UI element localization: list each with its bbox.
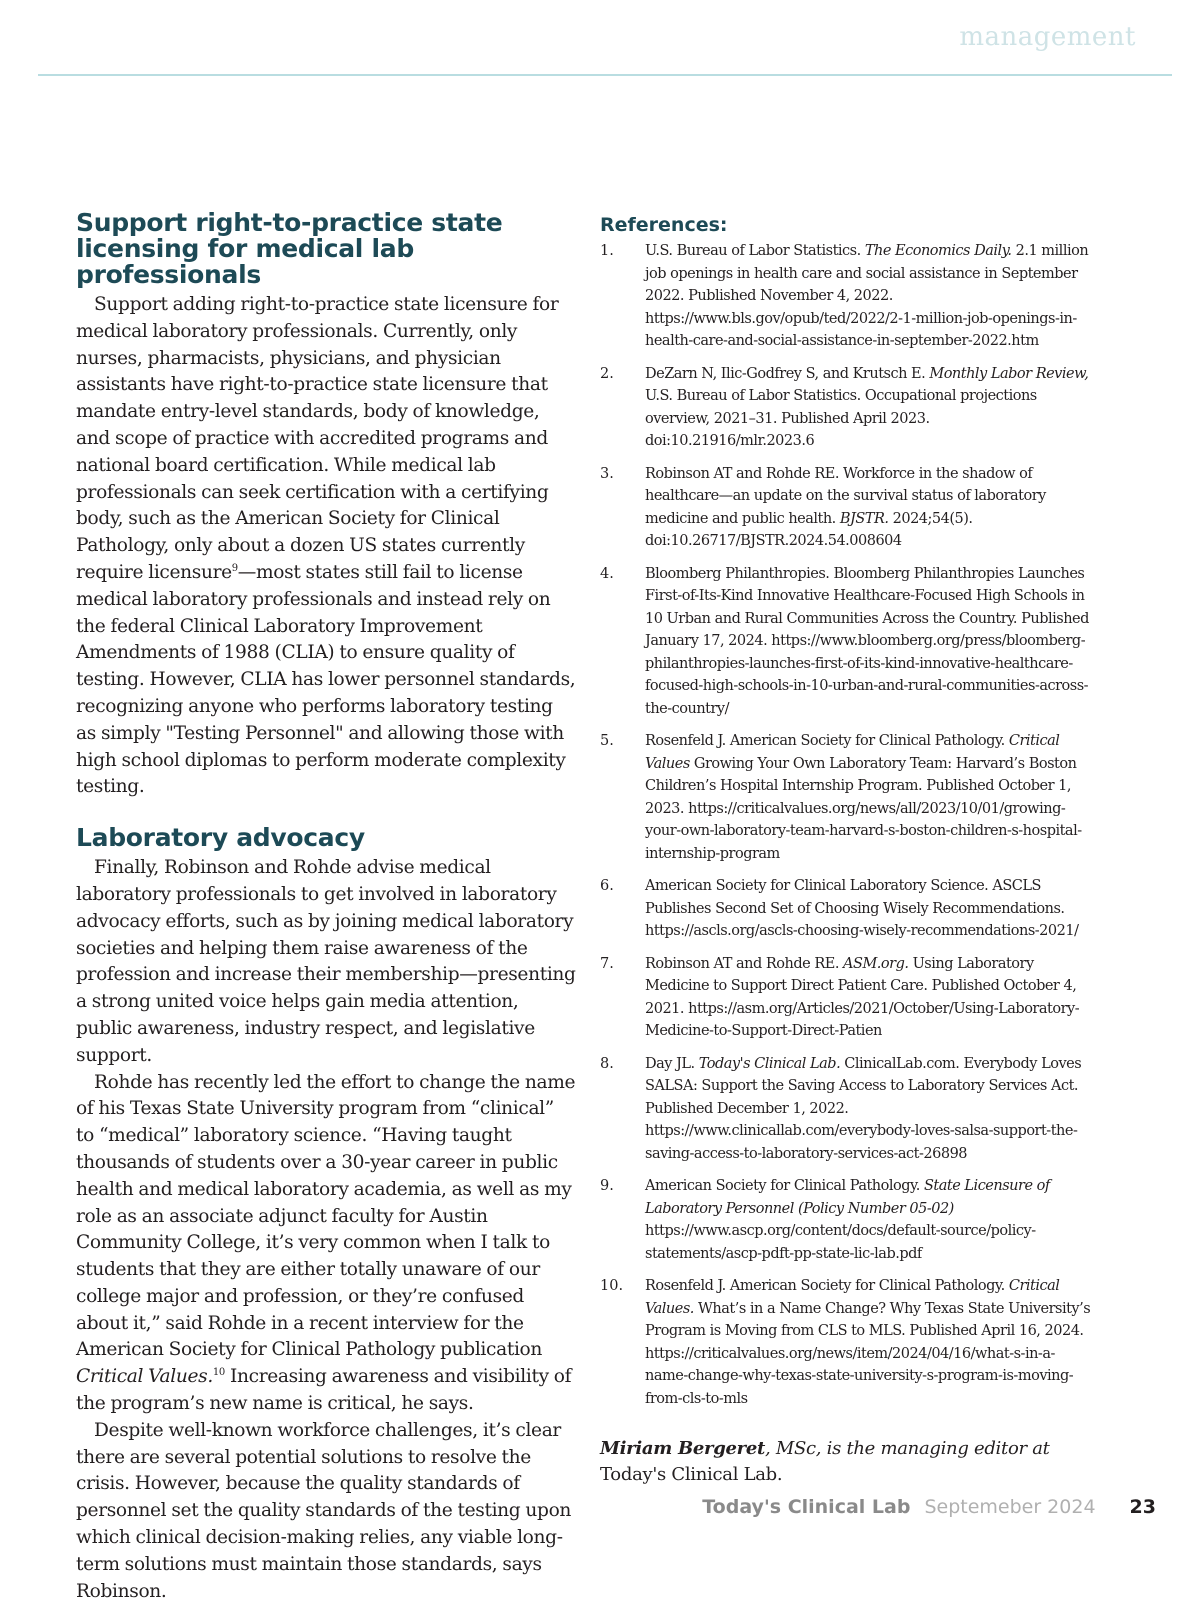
reference-text [645,1053,1096,1166]
reference-number: 2. [600,365,614,382]
paragraph-rohde-part2: Increasing awareness and visibility of the program’s new name is critical, he says. [76,1366,572,1415]
heading-right-to-practice: Support right-to-practice state licensing for medical lab professionals [76,208,503,289]
reference-item [600,1175,1096,1265]
references-title: References: [600,214,728,236]
reference-item [600,463,1096,553]
reference-text-rest: What’s in a Name Change? Why Texas State University’s Program is Moving from CLS to MLS. Published April 16, 2024. https://criticalvalues.org/news/item/2024/04/16/what-s-in-a-name-change-why-texas-state-university-s-program-is-moving-from-cls-to-mls [645,1300,1091,1407]
reference-number: 10. [600,1278,624,1294]
citation-10: 10 [212,1367,225,1379]
reference-text-rest: 2.1 million job openings in health care and social assistance in September 2022. Published November 4, 2022. https://www.bls.gov/opub/ted/2022/2-1-million-job-openings-in-health-care-and-social-assistance-in-september-2022.htm [645,243,1089,349]
author-bio [600,1436,1096,1488]
author-publication: Today's Clinical Lab. [600,1464,783,1485]
reference-source-italic: Today's Clinical Lab. [698,1055,841,1072]
reference-number: 8. [600,1055,614,1072]
reference-source-italic: Critical Values. [645,1278,1060,1317]
reference-source-italic: Monthly Labor Review, [929,365,1089,382]
reference-number: 1. [600,243,614,259]
author-name: Miriam Bergeret [600,1438,765,1459]
reference-number: 3. [600,465,614,482]
reference-text-rest: Growing Your Own Laboratory Team: Harvard’s Boston Children’s Hospital Internship Program. Published October 1, 2023. https://criticalvalues.org/news/all/2023/10/01/growing-your-own-laboratory-team-harvard-s-boston-children-s-hospital-internship-program [645,755,1082,862]
reference-text [645,1175,1096,1265]
reference-text [645,240,1096,353]
reference-item [600,1053,1096,1166]
reference-text-main: Bloomberg Philanthropies. Bloomberg Philanthropies Launches First-of-Its-Kind Innovative Healthcare-Focused High Schools in 10 Urban and Rural Communities Across the Country. Published January 17, 2024. https://www.bloomberg.org/press/bloomberg-philanthropies-launches-first-of-its-kind-innovative-healthcare-focused-high-schools-in-10-urban-and-rural-communities-across-the-country/ [645,565,1089,717]
reference-item [600,563,1096,721]
reference-text-main: Rosenfeld J. American Society for Clinical Pathology. [645,733,1009,749]
reference-text-main: Robinson AT and Rohde RE. Workforce in the shadow of healthcare—an update on the survival status of laboratory medicine and public health. [645,465,1046,527]
header-rule [38,74,1172,76]
reference-text-main: Day JL. [645,1055,699,1072]
reference-source-italic: Critical Values [645,733,1060,772]
reference-source-italic: State Licensure of Laboratory Personnel (Policy Number 05-02) [645,1178,1050,1217]
reference-source-italic: ASM.org. [843,955,909,972]
paragraph-licensure-part2: —most states still fail to license medical laboratory professionals and instead rely on the federal Clinical Laboratory Improvement Amendments of 1988 (CLIA) to ensure quality of testing. However, CLIA has lower personnel standards, recognizing anyone who performs laboratory testing as simply "Testing Personnel" and allowing those with high school diplomas to perform moderate complexity testing. [76,561,576,798]
reference-text-main: U.S. Bureau of Labor Statistics. [645,243,865,259]
reference-text-rest: 2024;54(5). doi:10.26717/BJSTR.2024.54.008604 [645,510,973,549]
reference-text [645,363,1096,453]
reference-text-main: Robinson AT and Rohde RE. [645,955,844,972]
publication-italic: Critical Values. [76,1366,213,1388]
paragraph-rohde [76,1070,576,1418]
reference-item [600,363,1096,453]
reference-item [600,240,1096,353]
citation-9: 9 [231,562,238,574]
paragraph-conclusion: Despite well-known workforce challenges, it’s clear there are several potential solutions to resolve the crisis. However, because the quality standards of personnel set the quality standards of the testing upon which clinical decision-making relies, any viable long-term solutions must maintain those standards, says Robinson. [76,1419,572,1602]
reference-number: 4. [600,565,614,582]
footer-publication: Today's Clinical Lab [702,1496,911,1518]
reference-text [645,875,1096,943]
reference-text [645,730,1096,865]
heading-laboratory-advocacy: Laboratory advocacy [76,823,365,853]
footer-date: Septemeber 2024 [924,1496,1096,1518]
reference-number: 6. [600,878,614,894]
reference-item [600,953,1096,1043]
reference-text [645,1275,1096,1410]
reference-text-rest: Using Laboratory Medicine to Support Direct Patient Care. Published October 4, 2021. https://asm.org/Articles/2021/October/Using-Laboratory-Medicine-to-Support-Direct-Patien [645,955,1080,1039]
reference-text-rest: https://www.ascp.org/content/docs/default-source/policy-statements/ascp-pdft-pp-state-lic-lab.pdf [645,1223,1036,1262]
paragraph-rohde-part1: Rohde has recently led the effort to change the name of his Texas State University program from “clinical” to “medical” laboratory science. “Having taught thousands of students over a 30-year career in public health and medical laboratory academia, as well as my role as an associate adjunct faculty for Austin Community College, it’s very common when I talk to students that they are either totally unaware of our college major and profession, or they’re confused about it,” said Rohde in a recent interview for the American Society for Clinical Pathology publication [76,1071,576,1361]
reference-text-main: American Society for Clinical Laboratory Science. ASCLS Publishes Second Set of Choosing Wisely Recommendations. https://ascls.org/ascls-choosing-wisely-recommendations-2021/ [645,878,1079,939]
reference-number: 5. [600,733,614,749]
author-role: , MSc, is the managing editor at [765,1438,1050,1459]
reference-item [600,875,1096,943]
reference-item [600,1275,1096,1410]
reference-text-rest: U.S. Bureau of Labor Statistics. Occupational projections overview, 2021–31. Published April 2023. doi:10.21916/mlr.2023.6 [645,388,1037,449]
reference-text [645,953,1096,1043]
reference-item [600,730,1096,865]
paragraph-licensure-part1: Support adding right-to-practice state licensure for medical laboratory professionals. Currently, only nurses, pharmacists, physicians, and physician assistants have right-to-practice state licensure that mandate entry-level standards, body of knowledge, and scope of practice with accredited programs and national board certification. While medical lab professionals can seek certification with a certifying body, such as the American Society for Clinical Pathology, only about a dozen US states currently require licensure [76,294,559,583]
references-list [600,240,1096,1410]
paragraph-licensure [76,292,576,801]
reference-number: 7. [600,955,614,972]
reference-text-rest: ClinicalLab.com. Everybody Loves SALSA: Support the Saving Access to Laboratory Services Act. Published December 1, 2022. https://www.clinicallab.com/everybody-loves-salsa-support-the-saving-access-to-laboratory-services-act-26898 [645,1055,1082,1162]
reference-text-main: American Society for Clinical Pathology. [645,1178,924,1194]
reference-source-italic: The Economics Daily. [864,243,1012,259]
references-column [600,214,1096,1488]
reference-text-main: Rosenfeld J. American Society for Clinical Pathology. [645,1278,1009,1294]
reference-source-italic: BJSTR. [839,510,889,527]
reference-text-main: DeZarn N, Ilic-Godfrey S, and Krutsch E. [645,365,930,382]
reference-text [645,463,1096,553]
main-article-column [76,210,576,1605]
page-number: 23 [1129,1496,1156,1518]
paragraph-advocacy: Finally, Robinson and Rohde advise medical laboratory professionals to get involved in laboratory advocacy efforts, such as by joining medical laboratory societies and helping them raise awareness of the profession and increase their membership—presenting a strong united voice helps gain media attention, public awareness, industry respect, and legislative support. [76,857,576,1066]
reference-number: 9. [600,1178,614,1194]
page-footer [702,1496,1156,1518]
reference-text [645,563,1096,721]
section-label: management [959,22,1136,52]
